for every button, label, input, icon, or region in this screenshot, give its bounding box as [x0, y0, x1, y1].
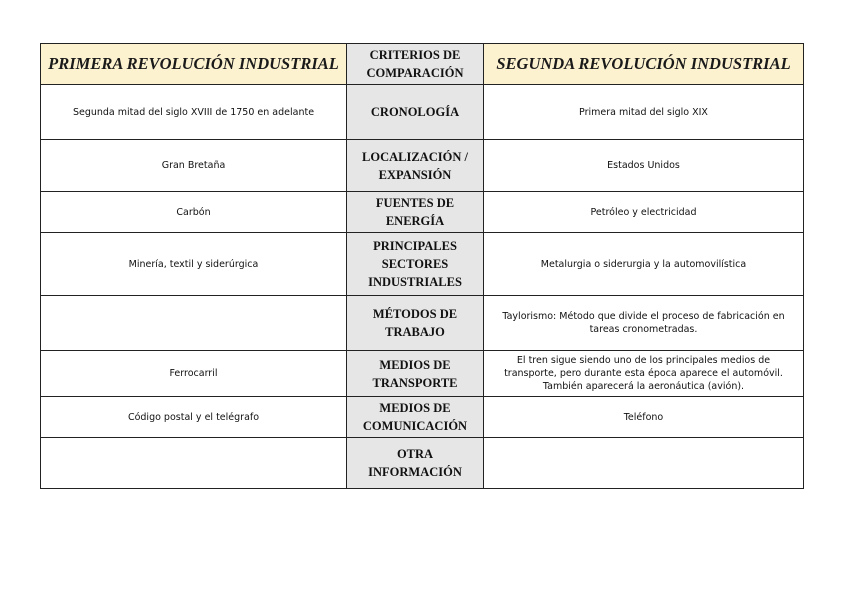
table-row [41, 296, 804, 351]
second-revolution-cell [484, 438, 804, 489]
table-row [41, 140, 804, 192]
table-row [41, 85, 804, 140]
second-revolution-cell: Primera mitad del siglo XIX [484, 85, 804, 140]
header-criteria: CRITERIOS DE COMPARACIÓN [347, 44, 484, 85]
second-revolution-cell: Metalurgia o siderurgia y la automovilística [484, 233, 804, 296]
header-row [41, 44, 804, 85]
second-revolution-cell: Taylorismo: Método que divide el proceso de fabricación en tareas cronometradas. [484, 296, 804, 351]
criterion-cell: CRONOLOGÍA [347, 85, 484, 140]
second-revolution-cell: Estados Unidos [484, 140, 804, 192]
table-row [41, 438, 804, 489]
first-revolution-cell: Segunda mitad del siglo XVIII de 1750 en adelante [41, 85, 347, 140]
criterion-cell: MEDIOS DE COMUNICACIÓN [347, 397, 484, 438]
table-row [41, 192, 804, 233]
table-row [41, 397, 804, 438]
criterion-cell: FUENTES DE ENERGÍA [347, 192, 484, 233]
second-revolution-cell: El tren sigue siendo uno de los principales medios de transporte, pero durante esta época aparece el automóvil. También aparecerá la aeronáutica (avión). [484, 351, 804, 397]
first-revolution-cell: Código postal y el telégrafo [41, 397, 347, 438]
first-revolution-cell [41, 438, 347, 489]
second-revolution-cell: Petróleo y electricidad [484, 192, 804, 233]
criterion-cell: LOCALIZACIÓN / EXPANSIÓN [347, 140, 484, 192]
first-revolution-cell: Carbón [41, 192, 347, 233]
table-row [41, 351, 804, 397]
first-revolution-cell: Minería, textil y siderúrgica [41, 233, 347, 296]
first-revolution-cell: Gran Bretaña [41, 140, 347, 192]
comparison-table [40, 43, 804, 489]
first-revolution-cell: Ferrocarril [41, 351, 347, 397]
criterion-cell: PRINCIPALES SECTORES INDUSTRIALES [347, 233, 484, 296]
second-revolution-cell: Teléfono [484, 397, 804, 438]
criterion-cell: OTRA INFORMACIÓN [347, 438, 484, 489]
criterion-cell: MEDIOS DE TRANSPORTE [347, 351, 484, 397]
criterion-cell: MÉTODOS DE TRABAJO [347, 296, 484, 351]
first-revolution-cell [41, 296, 347, 351]
header-first-revolution: PRIMERA REVOLUCIÓN INDUSTRIAL [41, 44, 347, 85]
table-row [41, 233, 804, 296]
header-second-revolution: SEGUNDA REVOLUCIÓN INDUSTRIAL [484, 44, 804, 85]
